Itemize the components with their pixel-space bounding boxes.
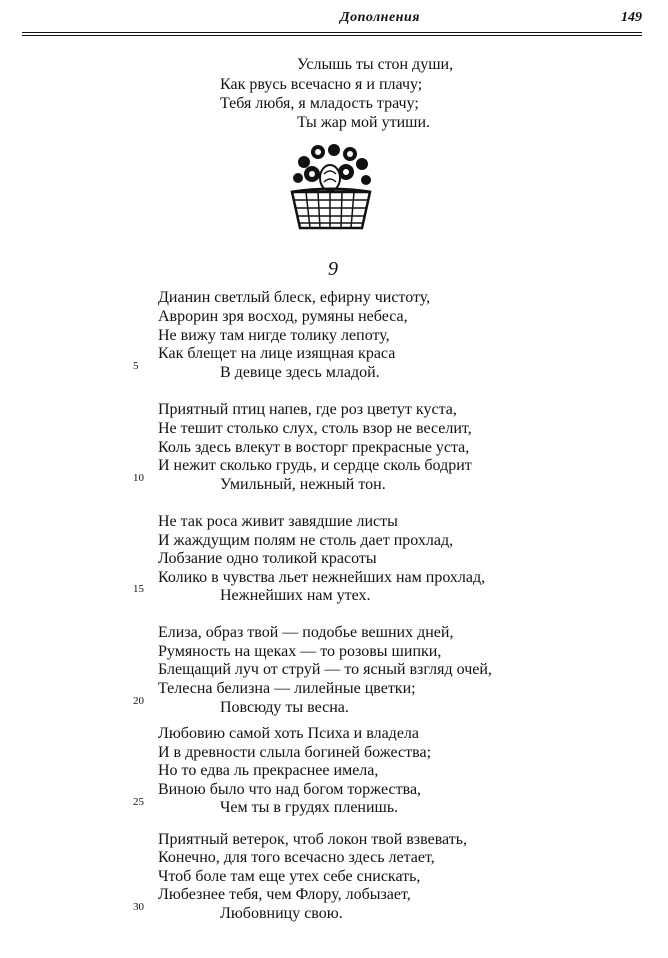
poem-line: Виною было что над богом торжества, xyxy=(158,781,422,798)
intro-line-2: Как рвусь всечасно я и плачу; xyxy=(220,76,423,93)
line-number: 15 xyxy=(133,583,144,595)
poem-line: Конечно, для того всечасно здесь летает, xyxy=(158,849,435,866)
poem-line: Не тешит столько слух, столь взор не веселит, xyxy=(158,420,472,437)
poem-line: Но то едва ль прекраснее имела, xyxy=(158,762,379,779)
poem-line: Любезнее тебя, чем Флору, лобызает, xyxy=(158,886,411,903)
poem-line: Повсюду ты весна. xyxy=(220,699,349,716)
line-number: 20 xyxy=(133,695,144,707)
header-rule xyxy=(22,32,642,33)
header-title: Дополнения xyxy=(340,10,420,25)
poem-line: Не так роса живит завядшие листы xyxy=(158,513,398,530)
poem-line: И жаждущим полям не столь дает прохлад, xyxy=(158,532,454,549)
poem-line: Не вижу там нигде толику лепоту, xyxy=(158,327,390,344)
poem-line: Приятный птиц напев, где роз цветут куста, xyxy=(158,401,457,418)
line-number: 25 xyxy=(133,796,144,808)
page-number: 149 xyxy=(621,10,642,25)
poem-line: Елиза, образ твой — подобье вешних дней, xyxy=(158,624,454,641)
poem-line: Колико в чувства льет нежнейших нам прохлад, xyxy=(158,569,486,586)
poem-number: 9 xyxy=(328,258,338,280)
poem-line: Дианин светлый блеск, ефирну чистоту, xyxy=(158,289,431,306)
poem-line: В девице здесь младой. xyxy=(220,364,380,381)
poem-line: Чем ты в грудях пленишь. xyxy=(220,799,399,816)
line-number: 5 xyxy=(133,360,139,372)
poem-line: Любовию самой хоть Психа и владела xyxy=(158,725,419,742)
poem-line: Как блещет на лице изящная краса xyxy=(158,345,396,362)
poem-line: Аврорин зря восход, румяны небеса, xyxy=(158,308,408,325)
intro-line-4: Ты жар мой утиши. xyxy=(297,114,431,131)
line-number: 30 xyxy=(133,901,144,913)
poem-line: Чтоб боле там еще утех себе снискать, xyxy=(158,868,421,885)
poem-line: Румяность на щеках — то розовы шипки, xyxy=(158,643,442,660)
intro-line-1: Услышь ты стон души, xyxy=(297,56,454,73)
intro-line-3: Тебя любя, я младость трачу; xyxy=(220,95,419,112)
poem-line: Коль здесь влекут в восторг прекрасные уста, xyxy=(158,439,470,456)
flower-basket-icon xyxy=(284,140,378,232)
header-rule-thin xyxy=(22,35,642,36)
poem-line: Любовницу свою. xyxy=(220,905,343,922)
poem-line: Нежнейших нам утех. xyxy=(220,587,371,604)
line-number: 10 xyxy=(133,472,144,484)
poem-line: И нежит сколько грудь, и сердце сколь бодрит xyxy=(158,457,472,474)
poem-line: Телесна белизна — лилейные цветки; xyxy=(158,680,416,697)
poem-line: Блещащий луч от струй — то ясный взгляд очей, xyxy=(158,661,492,678)
poem-line: Лобзание одно толикой красоты xyxy=(158,550,377,567)
poem-line: Умильный, нежный тон. xyxy=(220,476,386,493)
poem-line: Приятный ветерок, чтоб локон твой взвевать, xyxy=(158,831,468,848)
poem-line: И в древности слыла богиней божества; xyxy=(158,744,432,761)
running-header xyxy=(22,8,642,28)
